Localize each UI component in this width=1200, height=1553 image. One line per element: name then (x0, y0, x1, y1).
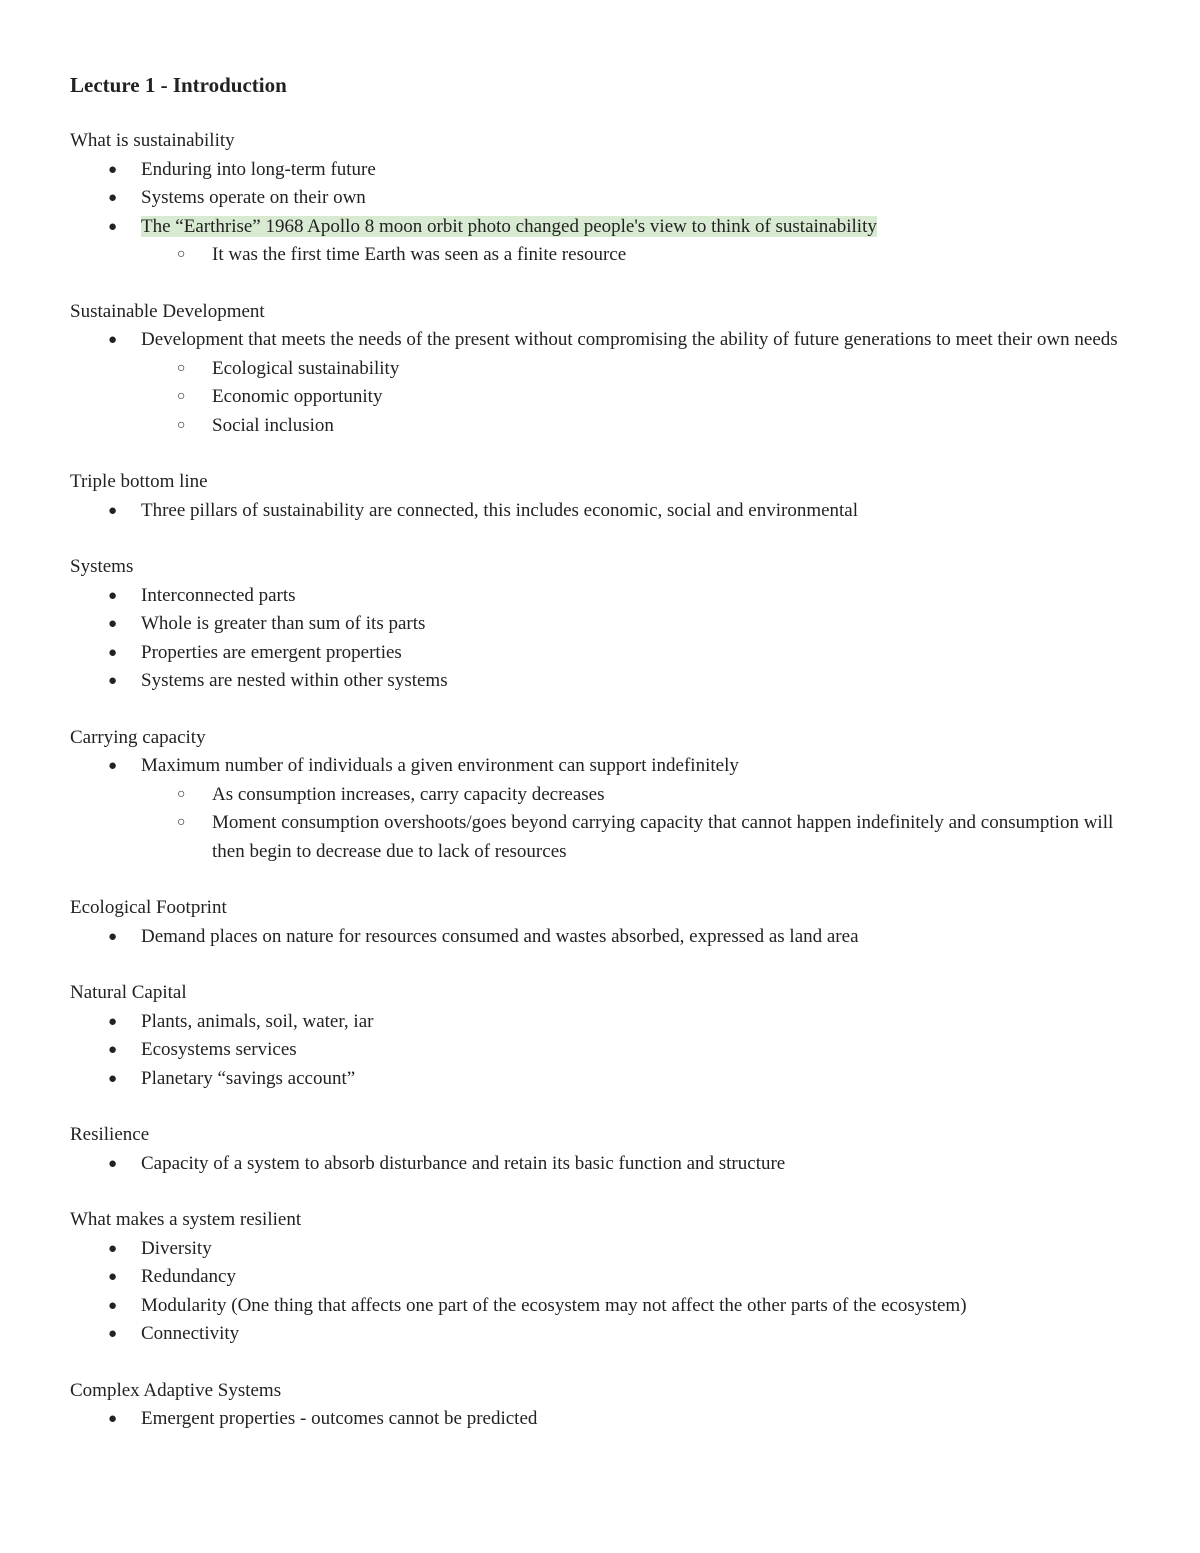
list-item (70, 156, 1130, 185)
sub-list-item-text: Ecological sustainability (212, 357, 400, 379)
list-item (70, 1150, 1130, 1179)
section (70, 298, 1130, 441)
list-item-text: Plants, animals, soil, water, iar (141, 1010, 374, 1032)
section (70, 1206, 1130, 1349)
section (70, 979, 1130, 1093)
section (70, 1121, 1130, 1178)
sub-list-item (70, 809, 1130, 866)
filled-bullet-icon: ● (108, 644, 118, 661)
filled-bullet-icon: ● (108, 616, 118, 632)
list-item (70, 1405, 1130, 1434)
bullet-list (70, 156, 1130, 270)
sub-list-item (70, 383, 1130, 412)
section (70, 127, 1130, 270)
list-item (70, 1292, 1130, 1321)
list-item-text: The “Earthrise” 1968 Apollo 8 moon orbit photo changed people's view to think of sustainability (141, 215, 877, 237)
filled-bullet-icon: ● (108, 332, 118, 348)
section-heading: Ecological Footprint (70, 897, 227, 918)
section-heading: Complex Adaptive Systems (70, 1379, 282, 1401)
sub-list-item-text: Social inclusion (212, 414, 334, 436)
filled-bullet-icon: ● (108, 1155, 118, 1172)
filled-bullet-icon: ● (108, 218, 118, 235)
list-item (70, 752, 1130, 781)
hollow-bullet-icon: ○ (177, 360, 186, 376)
filled-bullet-icon: ● (108, 928, 118, 945)
bullet-list (70, 752, 1130, 866)
filled-bullet-icon: ● (108, 1240, 118, 1257)
list-item-text: Maximum number of individuals a given environment can support indefinitely (141, 755, 739, 776)
filled-bullet-icon: ● (108, 673, 118, 689)
list-item (70, 326, 1130, 355)
list-item-text: Whole is greater than sum of its parts (141, 613, 426, 634)
list-item-text: Ecosystems services (141, 1039, 297, 1060)
bullet-list (70, 1150, 1130, 1179)
list-item (70, 497, 1130, 526)
bullet-list (70, 1235, 1130, 1349)
sub-list-item-text: Moment consumption overshoots/goes beyond carrying capacity that cannot happen indefinitely and consumption will then begin to decrease due to lack of resources (212, 812, 1114, 862)
section-heading: Systems (70, 556, 134, 577)
list-item-text: Connectivity (141, 1323, 240, 1344)
bullet-list (70, 326, 1130, 440)
section (70, 894, 1130, 951)
section-heading: Natural Capital (70, 982, 187, 1003)
section-heading: Carrying capacity (70, 726, 206, 748)
hollow-bullet-icon: ○ (177, 417, 186, 433)
filled-bullet-icon: ● (108, 1269, 118, 1285)
section (70, 724, 1130, 867)
list-item-text: Three pillars of sustainability are connected, this includes economic, social and environmental (141, 499, 859, 521)
list-item (70, 1235, 1130, 1264)
list-item (70, 582, 1130, 611)
sub-list-item-text: Economic opportunity (212, 386, 383, 407)
section-heading: What is sustainability (70, 130, 235, 151)
list-item-text: Enduring into long-term future (141, 158, 376, 180)
list-item (70, 667, 1130, 696)
section-heading: What makes a system resilient (70, 1209, 302, 1230)
filled-bullet-icon: ● (108, 1070, 118, 1087)
sub-list-item (70, 241, 1130, 270)
sub-list-item (70, 781, 1130, 810)
list-item-text: Diversity (141, 1237, 212, 1259)
section-heading: Sustainable Development (70, 300, 265, 322)
filled-bullet-icon: ● (108, 1326, 118, 1342)
section-heading: Triple bottom line (70, 471, 208, 492)
sub-list-item-text: It was the first time Earth was seen as a finite resource (212, 244, 627, 265)
notes-body (70, 127, 1130, 1434)
list-item-text: Capacity of a system to absorb disturbance and retain its basic function and structure (141, 1152, 786, 1174)
bullet-list (70, 497, 1130, 526)
section-heading: Resilience (70, 1124, 150, 1145)
bullet-list (70, 1008, 1130, 1094)
list-item-text: Demand places on nature for resources consumed and wastes absorbed, expressed as land area (141, 925, 859, 947)
bullet-list (70, 1405, 1130, 1434)
list-item (70, 1263, 1130, 1292)
filled-bullet-icon: ● (108, 587, 118, 604)
list-item-text: Systems are nested within other systems (141, 670, 448, 691)
filled-bullet-icon: ● (108, 190, 118, 206)
page-title: Lecture 1 - Introduction (70, 73, 287, 97)
bullet-list (70, 923, 1130, 952)
list-item-text: Systems operate on their own (141, 187, 366, 208)
list-item (70, 213, 1130, 242)
section (70, 553, 1130, 696)
hollow-bullet-icon: ○ (177, 786, 186, 802)
hollow-bullet-icon: ○ (177, 247, 186, 262)
list-item-text: Planetary “savings account” (141, 1067, 356, 1089)
section (70, 468, 1130, 525)
sub-list-item (70, 355, 1130, 384)
filled-bullet-icon: ● (108, 1042, 118, 1058)
filled-bullet-icon: ● (108, 1013, 118, 1030)
filled-bullet-icon: ● (108, 1411, 118, 1427)
list-item (70, 1065, 1130, 1094)
list-item-text: Redundancy (141, 1266, 236, 1287)
list-item-text: Properties are emergent properties (141, 641, 402, 663)
list-item (70, 1036, 1130, 1065)
list-item-text: Modularity (One thing that affects one part of the ecosystem may not affect the other parts of the ecosystem) (141, 1294, 967, 1316)
hollow-bullet-icon: ○ (177, 389, 186, 404)
filled-bullet-icon: ● (108, 1297, 118, 1314)
filled-bullet-icon: ● (108, 758, 118, 774)
sub-list-item (70, 412, 1130, 441)
list-item-text: Emergent properties - outcomes cannot be predicted (141, 1408, 538, 1429)
list-item-text: Development that meets the needs of the present without compromising the ability of future generations to meet their own needs (141, 329, 1118, 350)
section (70, 1377, 1130, 1434)
filled-bullet-icon: ● (108, 502, 118, 519)
filled-bullet-icon: ● (108, 161, 118, 178)
list-item-text: Interconnected parts (141, 584, 296, 606)
list-item (70, 1008, 1130, 1037)
hollow-bullet-icon: ○ (177, 815, 186, 830)
bullet-list (70, 582, 1130, 696)
document-page (70, 70, 1130, 1462)
sub-list-item-text: As consumption increases, carry capacity decreases (212, 783, 605, 805)
list-item (70, 639, 1130, 668)
list-item (70, 184, 1130, 213)
list-item (70, 923, 1130, 952)
list-item (70, 610, 1130, 639)
list-item (70, 1320, 1130, 1349)
